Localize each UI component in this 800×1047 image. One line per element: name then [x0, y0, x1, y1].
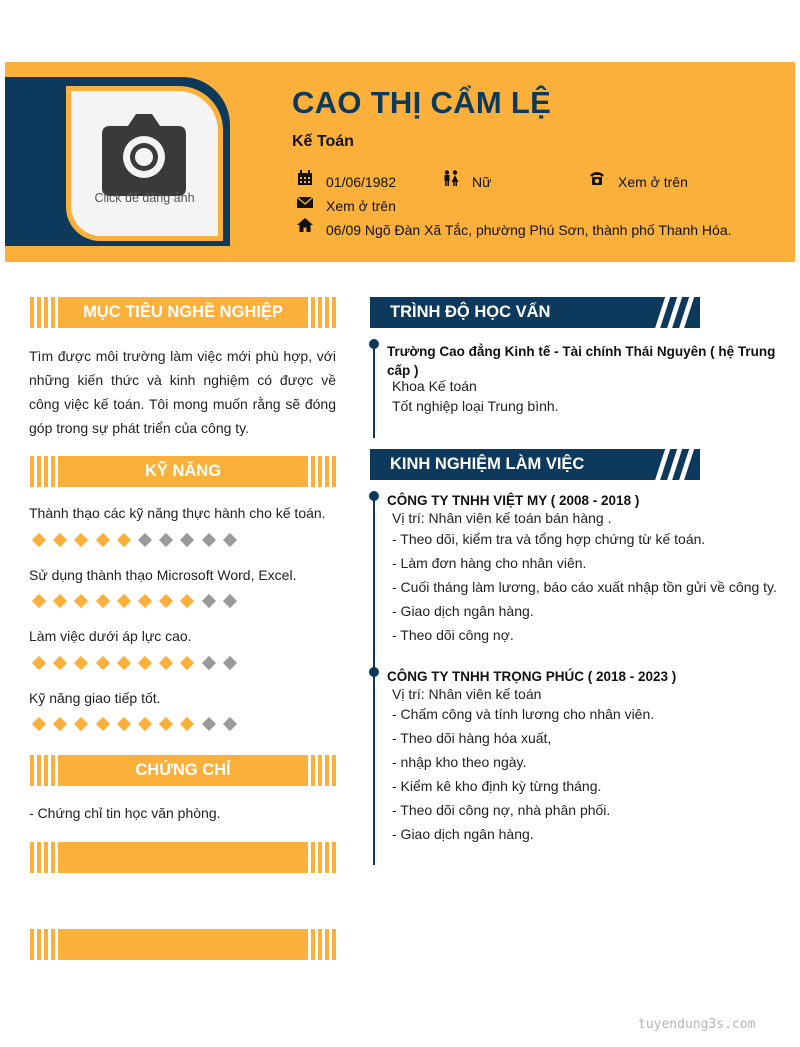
diamond-filled-icon	[32, 656, 46, 670]
job-duty: - nhập kho theo ngày.	[392, 754, 527, 770]
diamond-filled-icon	[159, 594, 173, 608]
section-title-experience: KINH NGHIỆM LÀM VIỆC	[390, 455, 585, 473]
home-icon	[297, 217, 313, 233]
candidate-name: CAO THỊ CẨM LỆ	[292, 85, 552, 120]
section-bar-experience	[370, 449, 700, 480]
camera-icon[interactable]	[102, 110, 186, 196]
job-duty: - Chấm công và tính lương cho nhân viên.	[392, 706, 655, 722]
calendar-icon	[297, 170, 313, 186]
diamond-filled-icon	[74, 594, 88, 608]
diamond-filled-icon	[117, 717, 131, 731]
timeline-line	[373, 497, 375, 865]
diamond-filled-icon	[32, 594, 46, 608]
diamond-filled-icon	[159, 656, 173, 670]
diamond-empty-icon	[201, 656, 215, 670]
job-position: Vị trí: Nhân viên kế toán	[392, 686, 542, 702]
diamond-empty-icon	[159, 533, 173, 547]
section-bar-certificates	[30, 755, 336, 786]
section-title-education: TRÌNH ĐỘ HỌC VẤN	[390, 303, 551, 321]
diamond-filled-icon	[95, 717, 109, 731]
diamond-filled-icon	[138, 717, 152, 731]
diamond-filled-icon	[117, 533, 131, 547]
objective-text: Tìm được môi trường làm việc mới phù hợp, với những kiến thức và kinh nghiệm có được về công việc kế toán. Tôi mong muốn rằng sẽ đóng góp trong sự phát triển của công ty.	[29, 348, 336, 436]
job-position: Vị trí: Nhân viên kế toán bán hàng .	[392, 510, 612, 526]
phone-icon	[589, 170, 605, 186]
phone: Xem ở trên	[618, 174, 688, 190]
address: 06/09 Ngõ Đàn Xã Tắc, phường Phú Sơn, thành phố Thanh Hóa.	[326, 222, 732, 238]
diamond-empty-icon	[223, 717, 237, 731]
job-duty: - Theo dõi công nợ.	[392, 627, 514, 643]
school-name: Trường Cao đẳng Kinh tế - Tài chính Thái Nguyên ( hệ Trung cấp )	[387, 344, 776, 378]
diamond-filled-icon	[138, 656, 152, 670]
diamond-filled-icon	[74, 656, 88, 670]
diamond-filled-icon	[74, 717, 88, 731]
timeline-line	[373, 344, 375, 438]
section-bar-objective	[30, 297, 336, 328]
mail-icon	[297, 194, 313, 210]
diamond-filled-icon	[180, 656, 194, 670]
watermark: tuyendung3s.com	[638, 1017, 756, 1032]
job-duty: - Kiểm kê kho định kỳ từng tháng.	[392, 778, 602, 794]
job-title: Kế Toán	[292, 133, 354, 150]
diamond-empty-icon	[180, 533, 194, 547]
diamond-filled-icon	[32, 533, 46, 547]
job-duty: - Giao dịch ngân hàng.	[392, 826, 534, 842]
section-bar-empty	[30, 929, 336, 960]
diamond-empty-icon	[201, 533, 215, 547]
section-bar-empty	[30, 842, 336, 873]
birthdate: 01/06/1982	[326, 174, 397, 190]
job-duty: - Theo dõi, kiểm tra và tổng hợp chứng từ kế toán.	[392, 531, 706, 547]
diamond-filled-icon	[159, 717, 173, 731]
skill-label: Kỹ năng giao tiếp tốt.	[29, 690, 161, 706]
section-title-skills: KỸ NĂNG	[144, 462, 222, 480]
diamond-filled-icon	[74, 533, 88, 547]
diamond-filled-icon	[95, 656, 109, 670]
education-result: Tốt nghiệp loại Trung bình.	[392, 398, 559, 414]
diamond-empty-icon	[223, 594, 237, 608]
job-duty: - Giao dịch ngân hàng.	[392, 603, 534, 619]
gender: Nữ	[472, 174, 492, 190]
skill-label: Sử dụng thành thạo Microsoft Word, Excel.	[29, 567, 297, 583]
diamond-filled-icon	[95, 533, 109, 547]
timeline-dot	[369, 339, 379, 349]
company-name: CÔNG TY TNHH TRỌNG PHÚC ( 2018 - 2023 )	[387, 669, 677, 684]
diamond-filled-icon	[180, 717, 194, 731]
timeline-dot	[369, 491, 379, 501]
diamond-empty-icon	[201, 717, 215, 731]
diamond-empty-icon	[138, 533, 152, 547]
job-duty: - Cuối tháng làm lương, báo cáo xuất nhập tồn gửi về công ty.	[392, 579, 777, 595]
email: Xem ở trên	[326, 198, 396, 214]
diamond-filled-icon	[180, 594, 194, 608]
skill-label: Làm việc dưới áp lực cao.	[29, 628, 192, 644]
job-duty: - Làm đơn hàng cho nhân viên.	[392, 555, 587, 571]
section-bar-skills	[30, 456, 336, 487]
skill-rating	[34, 716, 246, 730]
diamond-filled-icon	[138, 594, 152, 608]
section-title-objective: MỤC TIÊU NGHỀ NGHIỆP	[83, 303, 283, 321]
education-major: Khoa Kế toán	[392, 378, 477, 394]
job-duty: - Theo dõi hàng hóa xuất,	[392, 730, 552, 746]
diamond-filled-icon	[95, 594, 109, 608]
diamond-filled-icon	[53, 656, 67, 670]
photo-upload-label[interactable]: Click để đăng ảnh	[94, 191, 195, 205]
diamond-filled-icon	[32, 717, 46, 731]
company-name: CÔNG TY TNHH VIỆT MY ( 2008 - 2018 )	[387, 493, 640, 508]
skill-rating	[34, 593, 246, 607]
diamond-filled-icon	[53, 717, 67, 731]
diamond-filled-icon	[117, 656, 131, 670]
diamond-filled-icon	[53, 594, 67, 608]
diamond-empty-icon	[223, 656, 237, 670]
job-duty: - Theo dõi công nợ, nhà phân phối.	[392, 802, 611, 818]
diamond-filled-icon	[53, 533, 67, 547]
diamond-empty-icon	[223, 533, 237, 547]
section-title-certificates: CHỨNG CHỈ	[135, 761, 231, 779]
section-bar-education	[370, 297, 700, 328]
diamond-filled-icon	[117, 594, 131, 608]
skill-rating	[34, 532, 246, 546]
skill-rating	[34, 655, 246, 669]
skill-label: Thành thạo các kỹ năng thực hành cho kế toán.	[29, 505, 326, 521]
diamond-empty-icon	[201, 594, 215, 608]
certificate-item: - Chứng chỉ tin học văn phòng.	[29, 805, 221, 821]
timeline-dot	[369, 667, 379, 677]
gender-icon	[443, 170, 459, 186]
